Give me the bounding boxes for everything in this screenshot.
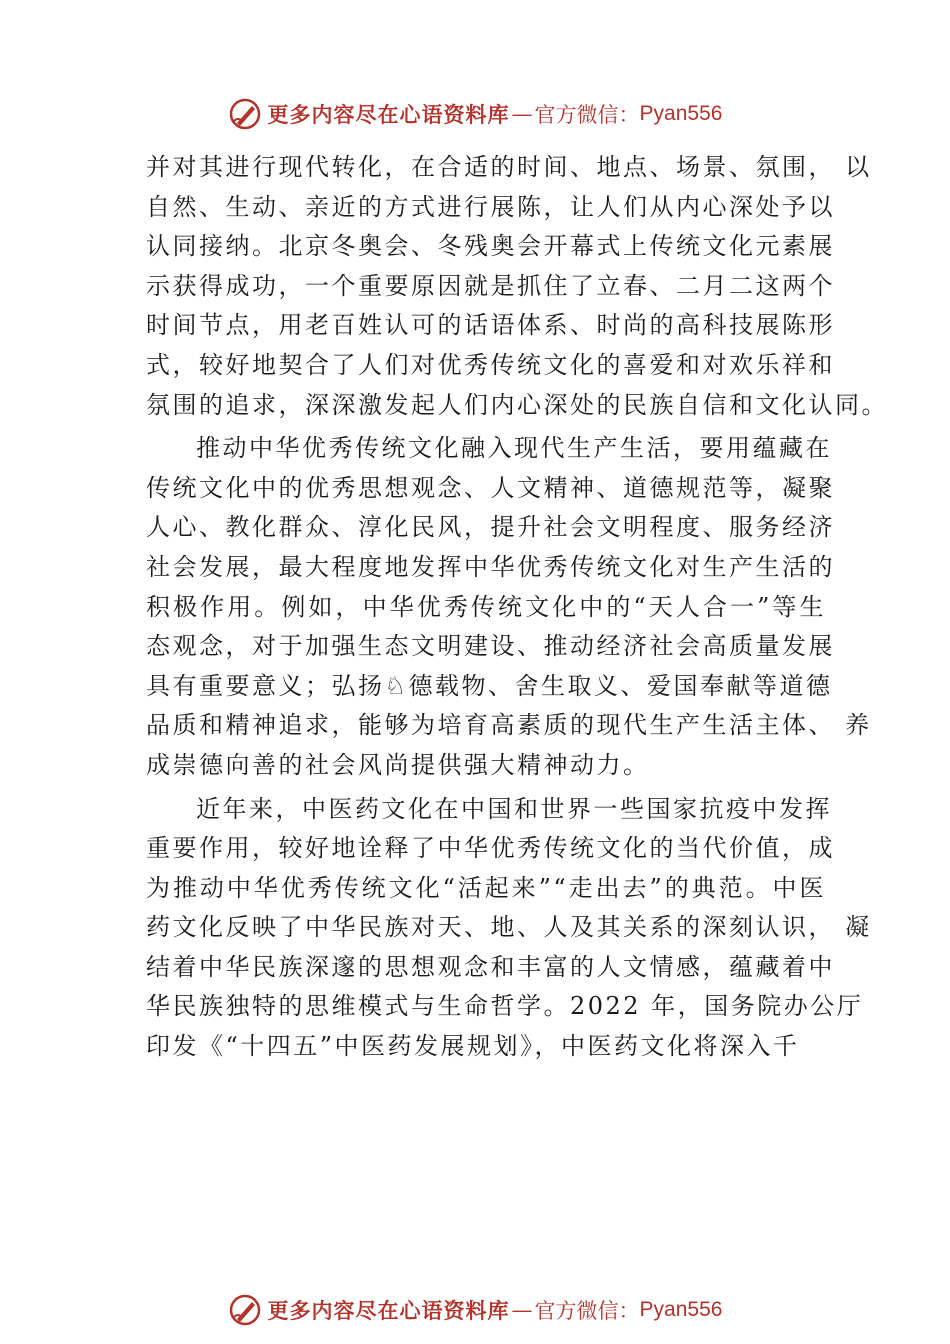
text-line: 并对其进行现代转化，在合适的时间、地点、场景、氛围， 以: [146, 153, 872, 181]
text-line: 重要作用，较好地诠释了中华优秀传统文化的当代价值，成: [146, 834, 835, 863]
footer-banner: [0, 1290, 950, 1330]
text-line: 推动中华优秀传统文化融入现代生产生活，要用蕴藏在: [196, 434, 832, 463]
paragraph-3: [146, 790, 872, 1067]
footer-brand: 更多内容尽在心语资料库: [267, 1298, 510, 1323]
text-line: 认同接纳。北京冬奥会、冬残奥会开幕式上传统文化元素展: [146, 232, 835, 261]
text-line: 品质和精神追求，能够为培育高素质的现代生产生活主体、 养: [146, 711, 872, 740]
text-line: 华民族独特的思维模式与生命哲学。2022 年，国务院办公厅: [146, 992, 864, 1021]
document-body: [146, 148, 888, 1067]
text-line: 式，较好地契合了人们对优秀传统文化的喜爱和对欢乐祥和: [146, 350, 835, 379]
text-line: 近年来，中医药文化在中国和世界一些国家抗疫中发挥: [196, 794, 832, 823]
text-line: 人心、教化群众、淳化民风，提升社会文明程度、服务经济: [146, 513, 835, 542]
pen-logo-icon: [228, 97, 262, 131]
paragraph-2: [146, 429, 872, 785]
text-line: 结着中华民族深邃的思想观念和丰富的人文情感，蕴藏着中: [146, 952, 835, 981]
pen-logo-icon: [228, 1293, 262, 1327]
text-line: 示获得成功，一个重要原因就是抓住了立春、二月二这两个: [146, 271, 835, 300]
header-banner: [0, 94, 950, 134]
header-official-label: 官方微信：: [534, 103, 640, 127]
text-line: 药文化反映了中华民族对天、地、人及其关系的深刻认识， 凝: [146, 913, 872, 942]
text-line: 具有重要意义；弘扬♘德载物、舍生取义、爱国奉献等道德: [146, 671, 833, 700]
footer-dash: —: [511, 1298, 533, 1322]
text-line: 社会发展，最大程度地发挥中华优秀传统文化对生产生活的: [146, 552, 835, 581]
text-line: 氛围的追求，深深激发起人们内心深处的民族自信和文化认同。: [146, 390, 888, 419]
text-line: 态观念，对于加强生态文明建设、推动经济社会高质量发展: [146, 632, 835, 661]
text-line: 为推动中华优秀传统文化“活起来”“走出去”的典范。中医: [146, 873, 826, 902]
header-dash: —: [511, 102, 533, 126]
text-line: 自然、生动、亲近的方式进行展陈，让人们从内心深处予以: [146, 192, 835, 221]
header-wechat-id: Pyan556: [639, 102, 723, 125]
text-line: 印发《“十四五”中医药发展规划》，中医药文化将深入千: [146, 1032, 800, 1061]
footer-wechat-id: Pyan556: [639, 1298, 723, 1321]
paragraph-1: [146, 148, 888, 425]
text-line: 成崇德向善的社会风尚提供强大精神动力。: [146, 750, 650, 779]
text-line: 积极作用。例如，中华优秀传统文化中的“天人合一”等生: [146, 592, 826, 621]
text-line: 传统文化中的优秀思想观念、人文精神、道德规范等，凝聚: [146, 473, 835, 502]
footer-official-label: 官方微信：: [534, 1299, 640, 1323]
text-line: 时间节点，用老百姓认可的话语体系、时尚的高科技展陈形: [146, 311, 835, 340]
header-brand: 更多内容尽在心语资料库: [267, 102, 510, 127]
